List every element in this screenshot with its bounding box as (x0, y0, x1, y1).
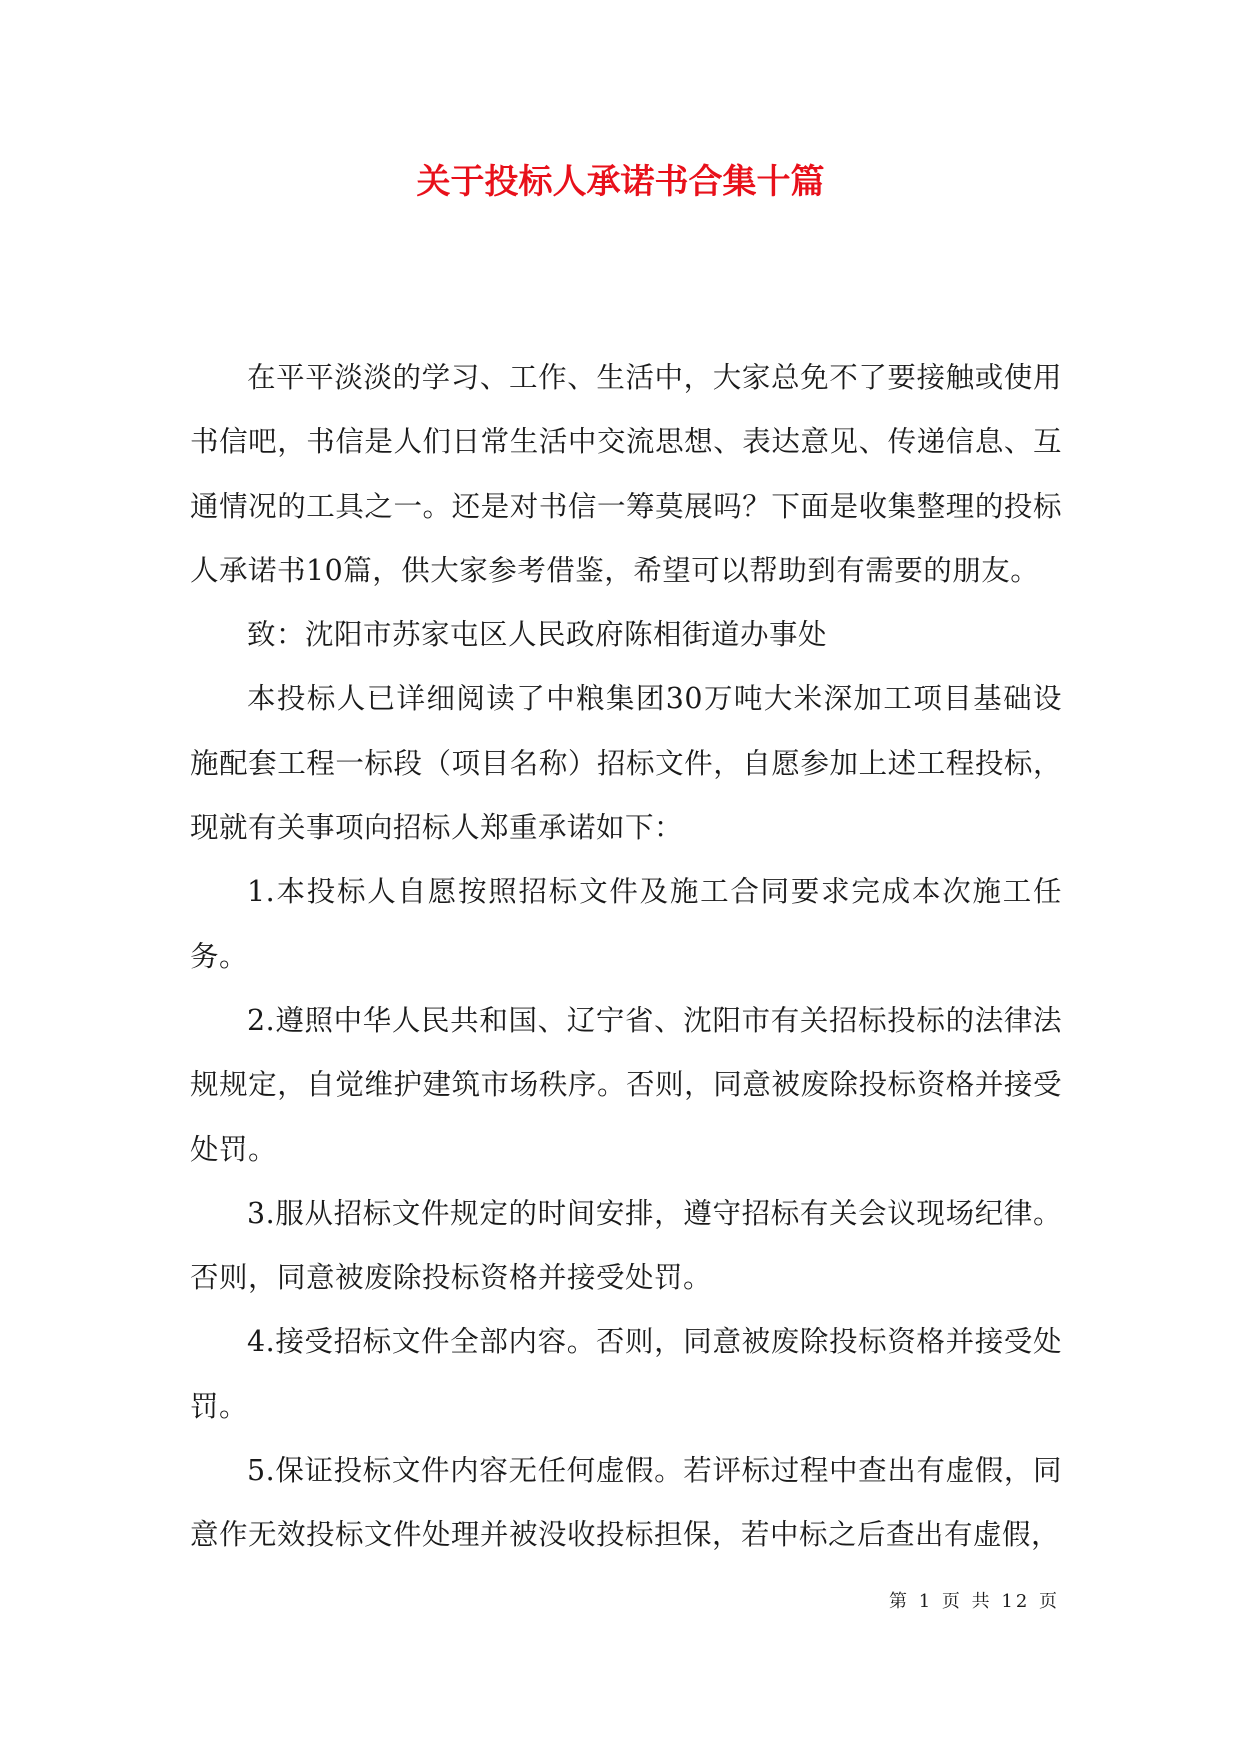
commitment-item-4: 4.接受招标文件全部内容。否则，同意被废除投标资格并接受处罚。 (190, 1325, 1062, 1423)
addressee-line: 致：沈阳市苏家屯区人民政府陈相街道办事处 (247, 618, 828, 652)
intro-paragraph: 在平平淡淡的学习、工作、生活中，大家总免不了要接触或使用书信吧，书信是人们日常生活中交流思想、表达意见、传递信息、互通情况的工具之一。还是对书信一筹莫展吗？下面是收集整理的投标人承诺书10篇，供大家参考借鉴，希望可以帮助到有需要的朋友。 (190, 361, 1062, 587)
commitment-item-3: 3.服从招标文件规定的时间安排，遵守招标有关会议现场纪律。否则，同意被废除投标资格并接受处罚。 (190, 1196, 1062, 1295)
page-number: 第 1 页 共 12 页 (889, 1591, 1060, 1612)
statement-paragraph: 本投标人已详细阅读了中粮集团30万吨大米深加工项目基础设施配套工程一标段（项目名称）招标文件，自愿参加上述工程投标，现就有关事项向招标人郑重承诺如下： (190, 682, 1062, 845)
page-title: 关于投标人承诺书合集十篇 (416, 162, 825, 202)
commitment-item-1: 1.本投标人自愿按照招标文件及施工合同要求完成本次施工任务。 (190, 875, 1062, 973)
commitment-item-2: 2.遵照中华人民共和国、辽宁省、沈阳市有关招标投标的法律法规规定，自觉维护建筑市场秩序。否则，同意被废除投标资格并接受处罚。 (190, 1003, 1062, 1166)
document-body (190, 346, 1062, 1568)
commitment-item-5: 5.保证投标文件内容无任何虚假。若评标过程中查出有虚假，同意作无效投标文件处理并被没收投标担保，若中标之后查出有虚假， (190, 1454, 1062, 1552)
